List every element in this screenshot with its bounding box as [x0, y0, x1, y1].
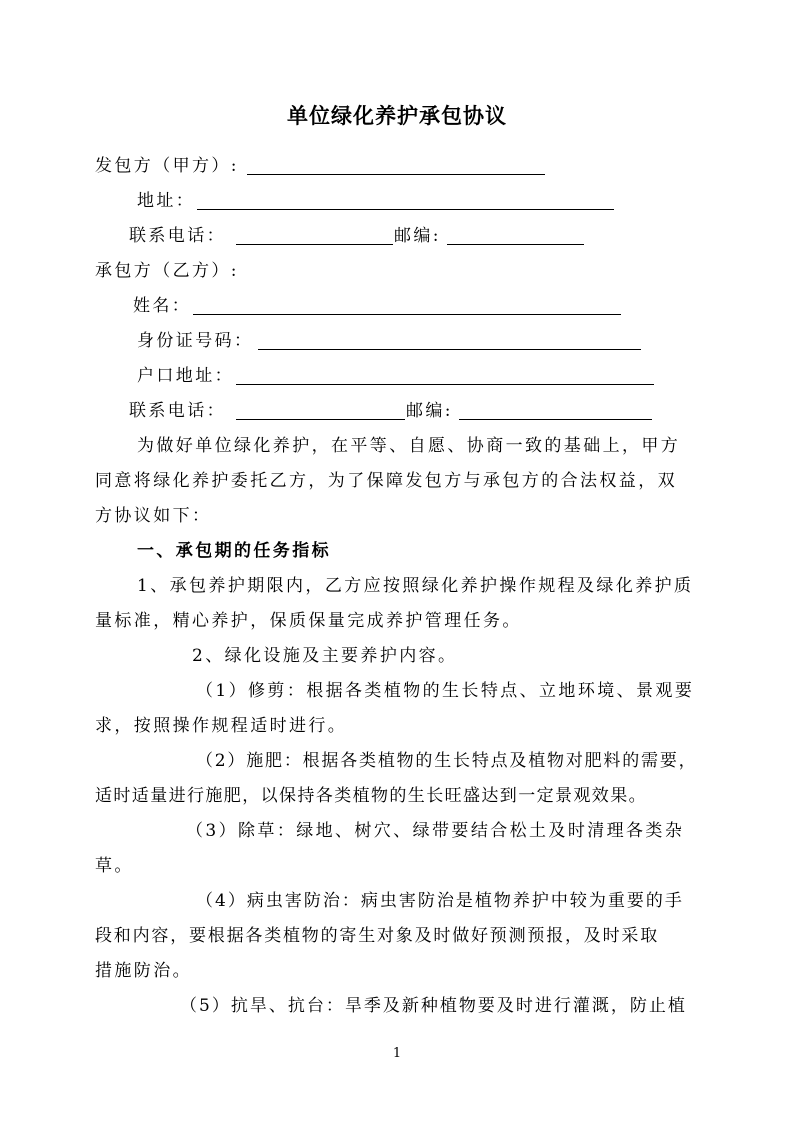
party-b-id-blank[interactable] [258, 349, 641, 350]
document-title: 单位绿化养护承包协议 [287, 103, 507, 128]
sub-3-line-1: （3）除草：绿地、树穴、绿带要结合松土及时清理各类杂 [186, 821, 685, 841]
party-a-phone-label: 联系电话： [129, 226, 226, 246]
party-b-postcode-label: 邮编: [406, 401, 453, 421]
sub-4-line-1: （4）病虫害防治：病虫害防治是植物养护中较为重要的手 [196, 891, 684, 911]
party-b-phone-blank[interactable] [236, 419, 405, 420]
sub-2-line-2: 适时适量进行施肥，以保持各类植物的生长旺盛达到一定景观效果。 [95, 786, 647, 806]
item-1-line-1: 1、承包养护期限内，乙方应按照绿化养护操作规程及绿化养护质 [137, 576, 694, 596]
sub-1-line-1: （1）修剪：根据各类植物的生长特点、立地环境、景观要 [196, 681, 695, 701]
item-2-heading: 2、绿化设施及主要养护内容。 [192, 646, 458, 666]
party-b-household-label: 户口地址： [137, 366, 234, 386]
party-b-name-blank[interactable] [193, 314, 621, 315]
intro-line-1: 为做好单位绿化养护，在平等、自愿、协商一致的基础上，甲方 [137, 436, 681, 456]
party-a-address-label: 地址： [137, 191, 196, 211]
party-a-address-blank[interactable] [197, 209, 614, 210]
sub-1-line-2: 求，按照操作规程适时进行。 [95, 716, 348, 736]
intro-line-2: 同意将绿化养护委托乙方，为了保障发包方与承包方的合法权益，双 [95, 471, 677, 491]
sub-4-line-3: 措施防治。 [95, 961, 192, 981]
sub-3-line-2: 草。 [95, 856, 134, 876]
sub-2-line-1: （2）施肥：根据各类植物的生长特点及植物对肥料的需要， [196, 751, 698, 771]
party-b-household-blank[interactable] [236, 384, 654, 385]
party-b-phone-label: 联系电话： [129, 401, 226, 421]
sub-4-line-2: 段和内容，要根据各类植物的寄生对象及时做好预测预报，及时采取 [95, 926, 659, 946]
section-1-heading: 一、承包期的任务指标 [137, 541, 331, 561]
party-a-postcode-label: 邮编: [394, 226, 441, 246]
party-b-label: 承包方（乙方）: [95, 261, 239, 281]
party-b-postcode-blank[interactable] [459, 419, 652, 420]
intro-line-3: 方协议如下： [95, 506, 212, 526]
item-1-line-2: 量标准，精心养护，保质保量完成养护管理任务。 [95, 611, 522, 631]
sub-5-line-1: （5）抗旱、抗台：旱季及新种植物要及时进行灌溉，防止植 [180, 996, 687, 1016]
page-number: 1 [392, 1046, 402, 1061]
party-b-name-label: 姓名： [133, 296, 192, 316]
party-a-postcode-blank[interactable] [447, 244, 584, 245]
party-a-name-blank[interactable] [247, 174, 545, 175]
party-a-label: 发包方（甲方）: [95, 156, 239, 176]
party-b-id-label: 身份证号码： [137, 331, 254, 351]
party-a-phone-blank[interactable] [236, 244, 393, 245]
